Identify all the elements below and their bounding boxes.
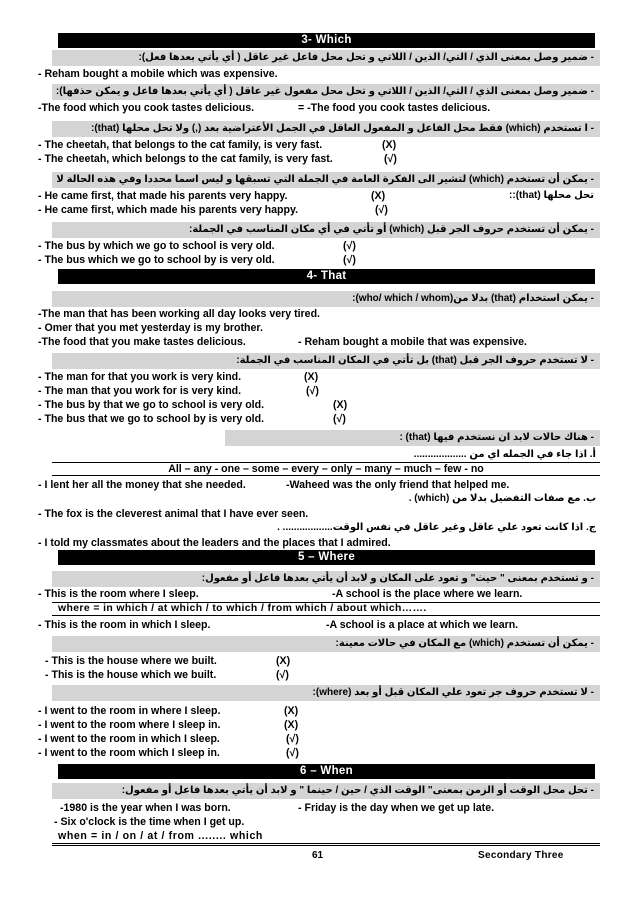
mark-which-4b: (√) <box>375 204 388 216</box>
when-equivalents: when = in / on / at / from ........ which <box>52 830 600 844</box>
mark-that-7: (√) <box>333 413 346 425</box>
section-title-where: 5 – Where <box>58 550 595 565</box>
mark-which-5a: (√) <box>343 240 356 252</box>
example-where-1a: - This is the room where I sleep. <box>38 588 199 600</box>
example-when-1a: -1980 is the year when I was born. <box>60 802 231 814</box>
example-that-2: - Omer that you met yesterday is my brother. <box>38 322 263 334</box>
example-where-2b: -A school is a place at which we learn. <box>326 619 519 631</box>
example-which-2a: -The food which you cook tastes delicious. <box>38 102 255 114</box>
course-label: Secondary Three <box>478 850 564 861</box>
example-where-8: - I went to the room which I sleep in. <box>38 747 220 759</box>
rule-where-1: - و تستخدم بمعنى " حيث" و تعود على المكان و لابد أن يأتي بعدها فاعل أو مفعول: <box>52 571 600 587</box>
example-where-2a: - This is the room in which I sleep. <box>38 619 211 631</box>
example-which-1: - Reham bought a mobile which was expensive. <box>38 68 278 80</box>
rule-which-1: - ضمير وصل بمعنى الذي / التي/ الذين / اللاتي و تحل محل فاعل غير عاقل ( أي يأتي بعدها فعل): <box>52 50 600 66</box>
example-when-1b: - Friday is the day when we get up late. <box>298 802 495 814</box>
example-which-5b: - The bus which we go to school by is very old. <box>38 254 275 266</box>
rule-which-5: - يمكن أن تستخدم حروف الجر قبل (which) أو تأتي في أي مكان المناسب في الجملة: <box>52 222 600 238</box>
footer-divider <box>52 845 600 846</box>
section-title-which: 3- Which <box>58 33 595 48</box>
mark-where-3: (X) <box>276 655 291 667</box>
mark-where-4: (√) <box>276 669 289 681</box>
mark-that-4: (X) <box>304 371 319 383</box>
example-that-1: -The man that has been working all day looks very tired. <box>38 308 320 320</box>
page-number: 61 <box>312 850 324 861</box>
example-where-3: - This is the house where we built. <box>45 655 217 667</box>
mark-which-5b: (√) <box>343 254 356 266</box>
rule-that-1: - يمكن استخدام (that) بدلا من(who/ which / whom): <box>52 291 600 307</box>
rule-where-3: - لا تستخدم حروف جر تعود علي المكان قبل أو بعد (where): <box>52 685 600 701</box>
example-that-9: - The fox is the cleverest animal that I have ever seen. <box>38 508 309 520</box>
example-where-1b: -A school is the place where we learn. <box>332 588 523 600</box>
mark-where-6: (X) <box>284 719 299 731</box>
section-title-when: 6 – When <box>58 764 595 779</box>
example-where-4: - This is the house which we built. <box>45 669 217 681</box>
example-that-10: - I told my classmates about the leaders and the places that I admired. <box>38 537 391 549</box>
rule-where-2: - يمكن أن تستخدم (which) مع المكان في حالات معينة: <box>52 636 600 652</box>
where-equivalents: where = in which / at which / to which / from which / about which……. <box>52 602 600 616</box>
case-that-c: ج. اذا كانت تعود علي عاقل وغير عاقل في نفس الوقت.................. . <box>277 522 596 533</box>
example-which-3a: - The cheetah, that belongs to the cat family, is very fast. <box>38 139 323 151</box>
example-which-3b: - The cheetah, which belongs to the cat family, is very fast. <box>38 153 333 165</box>
case-that-a: أ. اذا جاء في الجمله اي من ................... <box>413 449 596 460</box>
section-title-that: 4- That <box>58 269 595 284</box>
rule-when-1: - تحل محل الوقت أو الزمن بمعنى" الوقت الذي / حين / حينما " و لابد أن يأتي بعدها فاعل أو مفعول: <box>52 783 600 799</box>
example-that-8a: - I lent her all the money that she needed. <box>38 479 246 491</box>
example-that-3a: -The food that you make tastes delicious. <box>38 336 246 348</box>
example-that-7: - The bus that we go to school by is very old. <box>38 413 265 425</box>
example-which-2b: = -The food you cook tastes delicious. <box>298 102 491 114</box>
example-that-3b: - Reham bought a mobile that was expensive. <box>298 336 527 348</box>
rule-that-3: - هناك حالات لابد ان نستخدم فيها (that) : <box>225 430 600 446</box>
example-that-8b: -Waheed was the only friend that helped me. <box>286 479 510 491</box>
example-which-4a: - He came first, that made his parents very happy. <box>38 190 288 202</box>
rule-which-4: - يمكن أن تستخدم (which) لتشير الى الفكرة العامة في الجملة التي تسبقها و ليس اسما محددا وفي هذه الحالة لا تحل محلها (that):: <box>52 172 600 188</box>
mark-which-4a: (X) <box>371 190 386 202</box>
quantifier-list: All – any - one – some – every – only – many – much – few - no <box>52 462 600 476</box>
example-which-5a: - The bus by which we go to school is very old. <box>38 240 275 252</box>
mark-where-8: (√) <box>286 747 299 759</box>
rule-which-2: - ضمير وصل بمعنى الذي / التي/ الذين / اللاتي و تحل محل مفعول غير عاقل ( أي يأتي بعدها فاعل و يمكن حذفها): <box>52 84 600 100</box>
rule-that-2: - لا تستخدم حروف الجر قبل (that) بل تأتي في المكان المناسب في الجملة: <box>52 353 600 369</box>
example-where-5: - I went to the room in where I sleep. <box>38 705 221 717</box>
mark-where-5: (X) <box>284 705 299 717</box>
example-when-2: - Six o'clock is the time when I get up. <box>54 816 245 828</box>
mark-that-5: (√) <box>306 385 319 397</box>
example-that-4: - The man for that you work is very kind. <box>38 371 242 383</box>
example-that-5: - The man that you work for is very kind. <box>38 385 242 397</box>
example-where-7: - I went to the room in which I sleep. <box>38 733 220 745</box>
example-that-6: - The bus by that we go to school is very old. <box>38 399 265 411</box>
mark-where-7: (√) <box>286 733 299 745</box>
mark-which-3b: (√) <box>384 153 397 165</box>
rule-which-3: - ا تستخدم (which) فقط محل الفاعل و المفعول العاقل في الجمل الأعتراضية بعد (,) ولا تحل محلها (that): <box>52 121 600 137</box>
mark-which-3a: (X) <box>382 139 397 151</box>
example-where-6: - I went to the room where I sleep in. <box>38 719 221 731</box>
case-that-b: ب. مع صفات التفضيل بدلا من (which) . <box>408 493 596 504</box>
example-which-4b: - He came first, which made his parents very happy. <box>38 204 299 216</box>
mark-that-6: (X) <box>333 399 348 411</box>
